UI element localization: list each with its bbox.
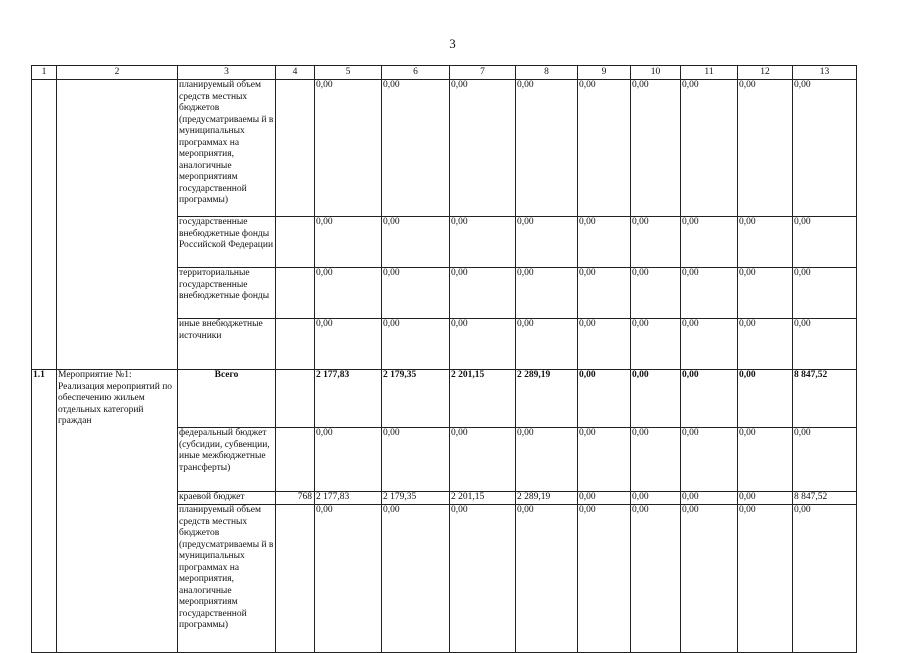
table-row bbox=[32, 217, 857, 268]
measure-name-cell bbox=[57, 505, 178, 653]
value-cell: 0,00 bbox=[793, 505, 857, 653]
value-cell: 0,00 bbox=[681, 492, 738, 505]
measure-name-cell bbox=[57, 217, 178, 268]
header-cell: 7 bbox=[450, 66, 516, 80]
code-cell bbox=[276, 80, 315, 217]
value-cell: 0,00 bbox=[681, 268, 738, 319]
row-number-cell bbox=[32, 268, 57, 319]
measure-name-cell bbox=[57, 492, 178, 505]
value-cell: 2 289,19 bbox=[516, 370, 578, 428]
measure-name-cell: Мероприятие №1: Реализация мероприятий по обеспечению жильем отдельных категорий граждан bbox=[57, 370, 178, 428]
value-cell: 0,00 bbox=[738, 428, 793, 492]
measure-name-cell bbox=[57, 80, 178, 217]
value-cell: 2 179,35 bbox=[382, 370, 450, 428]
value-cell: 2 289,19 bbox=[516, 492, 578, 505]
value-cell: 0,00 bbox=[382, 80, 450, 217]
row-number-cell bbox=[32, 217, 57, 268]
value-cell: 0,00 bbox=[516, 319, 578, 370]
value-cell: 0,00 bbox=[631, 492, 681, 505]
value-cell: 0,00 bbox=[382, 428, 450, 492]
value-cell: 0,00 bbox=[382, 319, 450, 370]
code-cell bbox=[276, 428, 315, 492]
value-cell: 0,00 bbox=[315, 428, 382, 492]
value-cell: 0,00 bbox=[738, 268, 793, 319]
value-cell: 0,00 bbox=[631, 428, 681, 492]
row-number-cell bbox=[32, 80, 57, 217]
row-number-cell bbox=[32, 505, 57, 653]
budget-table bbox=[31, 65, 857, 653]
code-cell bbox=[276, 505, 315, 653]
header-cell: 8 bbox=[516, 66, 578, 80]
value-cell: 2 201,15 bbox=[450, 370, 516, 428]
value-cell: 0,00 bbox=[578, 268, 631, 319]
value-cell: 0,00 bbox=[793, 80, 857, 217]
measure-name-cell bbox=[57, 428, 178, 492]
value-cell: 0,00 bbox=[793, 217, 857, 268]
value-cell: 0,00 bbox=[516, 428, 578, 492]
value-cell: 0,00 bbox=[793, 319, 857, 370]
header-cell: 4 bbox=[276, 66, 315, 80]
row-number-cell bbox=[32, 492, 57, 505]
value-cell: 0,00 bbox=[450, 217, 516, 268]
value-cell: 0,00 bbox=[681, 80, 738, 217]
value-cell: 0,00 bbox=[516, 80, 578, 217]
value-cell: 0,00 bbox=[738, 319, 793, 370]
value-cell: 0,00 bbox=[681, 319, 738, 370]
header-cell: 10 bbox=[631, 66, 681, 80]
value-cell: 0,00 bbox=[793, 428, 857, 492]
value-cell: 0,00 bbox=[578, 217, 631, 268]
value-cell: 0,00 bbox=[578, 505, 631, 653]
value-cell: 0,00 bbox=[631, 80, 681, 217]
value-cell: 0,00 bbox=[315, 80, 382, 217]
value-cell: 2 179,35 bbox=[382, 492, 450, 505]
value-cell: 0,00 bbox=[516, 217, 578, 268]
code-cell bbox=[276, 370, 315, 428]
funding-source-cell: планируемый объем средств местных бюджетов (предусматриваемы й в муниципальных программах на мероприятия, аналогичные мероприятиям государственной программы) bbox=[178, 505, 276, 653]
measure-name-cell bbox=[57, 319, 178, 370]
funding-source-cell: территориальные государственные внебюджетные фонды bbox=[178, 268, 276, 319]
funding-source-cell: федеральный бюджет (субсидии, субвенции, иные межбюджетные трансферты) bbox=[178, 428, 276, 492]
value-cell: 0,00 bbox=[793, 268, 857, 319]
value-cell: 0,00 bbox=[315, 217, 382, 268]
code-cell bbox=[276, 217, 315, 268]
value-cell: 0,00 bbox=[681, 505, 738, 653]
value-cell: 0,00 bbox=[738, 370, 793, 428]
table-row bbox=[32, 319, 857, 370]
table-row bbox=[32, 268, 857, 319]
code-cell bbox=[276, 268, 315, 319]
header-cell: 2 bbox=[57, 66, 178, 80]
value-cell: 0,00 bbox=[315, 319, 382, 370]
value-cell: 0,00 bbox=[681, 370, 738, 428]
value-cell: 0,00 bbox=[738, 217, 793, 268]
value-cell: 0,00 bbox=[578, 492, 631, 505]
funding-source-cell: краевой бюджет bbox=[178, 492, 276, 505]
value-cell: 0,00 bbox=[578, 319, 631, 370]
row-number-cell bbox=[32, 428, 57, 492]
funding-source-cell: государственные внебюджетные фонды Российской Федерации bbox=[178, 217, 276, 268]
header-row bbox=[32, 66, 857, 80]
value-cell: 0,00 bbox=[631, 268, 681, 319]
table-row bbox=[32, 428, 857, 492]
page-number: 3 bbox=[449, 36, 456, 51]
value-cell: 0,00 bbox=[315, 505, 382, 653]
funding-source-cell: Всего bbox=[178, 370, 276, 428]
value-cell: 0,00 bbox=[315, 268, 382, 319]
table-row bbox=[32, 492, 857, 505]
header-cell: 11 bbox=[681, 66, 738, 80]
value-cell: 0,00 bbox=[631, 217, 681, 268]
value-cell: 0,00 bbox=[681, 428, 738, 492]
funding-source-cell: иные внебюджетные источники bbox=[178, 319, 276, 370]
value-cell: 0,00 bbox=[450, 319, 516, 370]
table-row bbox=[32, 505, 857, 653]
value-cell: 0,00 bbox=[450, 428, 516, 492]
header-cell: 1 bbox=[32, 66, 57, 80]
value-cell: 0,00 bbox=[516, 268, 578, 319]
value-cell: 2 177,83 bbox=[315, 492, 382, 505]
value-cell: 0,00 bbox=[578, 80, 631, 217]
value-cell: 8 847,52 bbox=[793, 370, 857, 428]
header-cell: 5 bbox=[315, 66, 382, 80]
value-cell: 0,00 bbox=[631, 319, 681, 370]
value-cell: 0,00 bbox=[382, 217, 450, 268]
header-cell: 9 bbox=[578, 66, 631, 80]
value-cell: 0,00 bbox=[738, 80, 793, 217]
measure-name-cell bbox=[57, 268, 178, 319]
value-cell: 0,00 bbox=[450, 505, 516, 653]
value-cell: 0,00 bbox=[631, 505, 681, 653]
value-cell: 0,00 bbox=[631, 370, 681, 428]
funding-source-cell: планируемый объем средств местных бюджетов (предусматриваемы й в муниципальных программах на мероприятия, аналогичные мероприятиям государственной программы) bbox=[178, 80, 276, 217]
table-row bbox=[32, 80, 857, 217]
value-cell: 0,00 bbox=[450, 268, 516, 319]
value-cell: 2 177,83 bbox=[315, 370, 382, 428]
header-cell: 3 bbox=[178, 66, 276, 80]
code-cell bbox=[276, 319, 315, 370]
header-cell: 13 bbox=[793, 66, 857, 80]
value-cell: 0,00 bbox=[738, 505, 793, 653]
value-cell: 2 201,15 bbox=[450, 492, 516, 505]
header-cell: 6 bbox=[382, 66, 450, 80]
value-cell: 0,00 bbox=[450, 80, 516, 217]
code-cell: 768 bbox=[276, 492, 315, 505]
value-cell: 0,00 bbox=[578, 370, 631, 428]
value-cell: 8 847,52 bbox=[793, 492, 857, 505]
value-cell: 0,00 bbox=[382, 268, 450, 319]
table-row bbox=[32, 370, 857, 428]
value-cell: 0,00 bbox=[681, 217, 738, 268]
row-number-cell: 1.1 bbox=[32, 370, 57, 428]
value-cell: 0,00 bbox=[578, 428, 631, 492]
header-cell: 12 bbox=[738, 66, 793, 80]
row-number-cell bbox=[32, 319, 57, 370]
value-cell: 0,00 bbox=[382, 505, 450, 653]
value-cell: 0,00 bbox=[516, 505, 578, 653]
value-cell: 0,00 bbox=[738, 492, 793, 505]
